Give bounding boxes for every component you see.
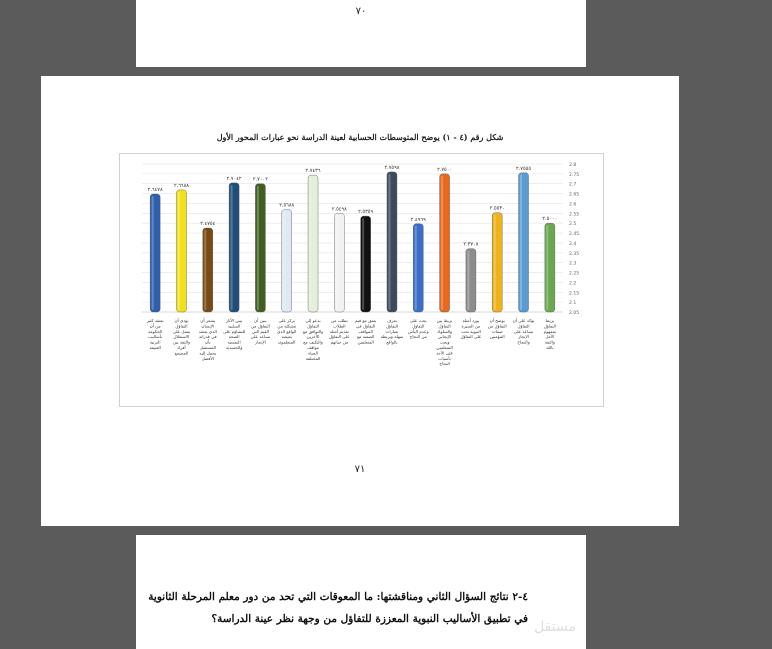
y-tick-label: 2.05 [569, 311, 580, 316]
page-number-middle: ٧١ [354, 464, 366, 475]
category-label: يؤدي أن التفاؤل يعمل على الاستقلال والثقة بين أفراد المجتمع [172, 318, 191, 356]
bar-value-label: ٢.٦٤٧٨ [147, 187, 163, 194]
bar-value-label: ٢.٥٤٩٨ [331, 206, 347, 213]
bar-value-label: ٢.٥٣٥٩ [358, 209, 374, 216]
bar-chart-svg [120, 154, 603, 406]
bar-highlight [520, 175, 522, 310]
bar-highlight [388, 174, 390, 310]
figure-caption: شكل رقم (٤ - ١) يوضح المتوسطات الحسابية لعينة الدراسة نحو عبارات المحور الأول [216, 132, 504, 142]
category-label: يعتقد كثير من أن الحكومة بأساليب التربية العنيفة [146, 318, 164, 350]
bar-highlight [283, 212, 285, 310]
bar-value-label: ٢.٧٠٠٢ [252, 176, 268, 183]
y-tick-label: 2.65 [569, 192, 580, 198]
y-tick-label: 2.35 [569, 251, 580, 257]
previous-page [136, 0, 586, 67]
bar-value-label: ٢.٧٤٣٦ [305, 168, 321, 175]
category-label: يبين أن التفاؤل من القيم التي تساعد على الإنجاز [250, 318, 271, 345]
bar-value-label: ٢.٤٩٦٩ [410, 216, 426, 223]
bar-value-label: ٢.٧٥٩٨ [384, 164, 400, 171]
bar-value-label: ٢.٥٠٠٠ [542, 216, 558, 223]
y-tick-label: 2.75 [569, 172, 580, 178]
bar-value-label: ٢.٧٠٤٢ [226, 175, 242, 182]
bar-highlight [362, 218, 364, 310]
y-tick-label: 2.55 [569, 212, 580, 218]
category-label: يورد أمثلة من السيرة النبوية تحث على التفاؤل [460, 318, 482, 340]
bar-value-label: ٢.٤٧٥٤ [200, 221, 216, 228]
bar-highlight [467, 251, 469, 310]
y-tick-label: 2.4 [569, 241, 577, 247]
y-tick-label: 2.45 [569, 232, 580, 238]
page-number-top: ٧٠ [355, 6, 367, 17]
bar-value-label: ٢.٧٥٠٠ [437, 166, 453, 173]
category-label: يطلب من الطلاب تقديم أمثلة على التفاؤل من حياتهم [328, 318, 350, 345]
category-label: يؤكد على أن التفاؤل يساعد على الإنجاز والنجاح [512, 318, 535, 345]
bar-highlight [546, 225, 548, 310]
category-label: يوضح أن التفاؤل من صفات المؤمنين [487, 318, 507, 340]
category-label: يربط التفاؤل بمفهوم الأمل والثقة بالله [543, 318, 557, 350]
category-label: يركز على مشكلة من الواقع الذي يعيشه المتعلمون [277, 318, 297, 345]
category-label: يحث على التفاؤل وعدم اليأس من النجاح [407, 318, 429, 340]
section-heading-line-2: في تطبيق الأساليب النبوية المعززة للتفاؤل من وجهة نظر عينة الدراسة؟ [211, 613, 528, 625]
bar-value-label: ٢.٦٦٨٨ [173, 182, 189, 189]
bar-chart [119, 153, 604, 407]
y-tick-label: 2.5 [569, 222, 577, 228]
category-label: يبين الآثار السلبية للتشاؤم على الصحة النفسية والجسدية [222, 318, 246, 350]
current-page [41, 76, 679, 526]
y-tick-label: 2.15 [569, 291, 580, 297]
y-tick-label: 2.1 [569, 301, 577, 307]
bar-highlight [231, 185, 233, 310]
bar-highlight [178, 192, 180, 310]
category-label: يتفق مع قيم التفاؤل في المواقف الصعبة مع المتعلمين [355, 318, 377, 345]
y-tick-label: 2.3 [569, 261, 577, 267]
section-heading-line-1: ٤-٢ نتائج السؤال الثاني ومناقشتها: ما المعوقات التي تحد من دور معلم المرحلة الثانوية [148, 591, 528, 603]
bar-highlight [336, 215, 338, 310]
bar-value-label: ٢.٥٥٣٠ [489, 205, 505, 212]
y-tick-label: 2.8 [569, 163, 577, 168]
bar-highlight [257, 186, 259, 310]
y-tick-label: 2.6 [569, 202, 577, 208]
next-page [136, 535, 586, 649]
y-tick-label: 2.2 [569, 281, 577, 287]
bar-highlight [310, 177, 312, 310]
bar-value-label: ٢.٣٧٠٨ [463, 241, 479, 248]
bar-value-label: ٢.٥٦٨٨ [279, 202, 295, 209]
category-label: يربط بين التفاؤل والسلوك الإيجابي ويحث المتعلمين على الأخذ بأسباب النجاح [436, 318, 454, 367]
watermark-logo: مستقل [534, 619, 576, 635]
category-label: يشعر أن الإنسان الذي يعتقد في قدراته بأن المستقبل يحمل إليه الأفضل [198, 318, 217, 361]
bar-highlight [415, 226, 417, 310]
category-label: يدعو إلى التفاؤل والتوافق مع الآخرين والتكيف مع مواقف الحياة المختلفة [302, 318, 324, 361]
category-label: يعرف التفاؤل بعبارات سهلة ويربطه بالواقع [380, 318, 404, 345]
y-tick-label: 2.25 [569, 271, 580, 277]
bar-highlight [494, 215, 496, 310]
bar-highlight [152, 196, 154, 310]
bar-highlight [204, 230, 206, 310]
bar-highlight [441, 176, 443, 310]
y-tick-label: 2.7 [569, 182, 577, 188]
bar-value-label: ٢.٧٥٥٥ [516, 165, 532, 172]
